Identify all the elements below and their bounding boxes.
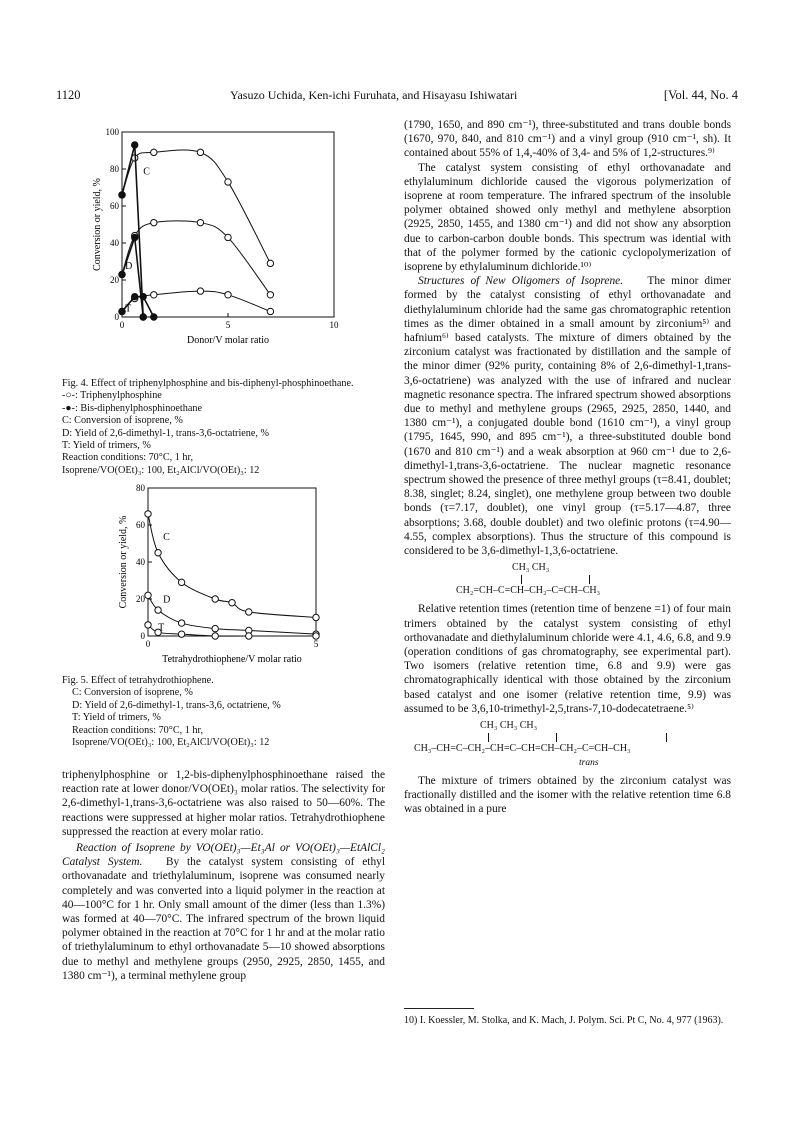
y-tick-label: 0	[140, 631, 145, 641]
page-number: 1120	[56, 88, 81, 102]
left-paragraph-2	[62, 841, 385, 983]
x-tick-label: 5	[313, 639, 319, 649]
data-point-C	[132, 142, 138, 148]
y-tick-label: 80	[136, 483, 145, 493]
authors: Yasuzo Uchida, Ken-ichi Furuhata, and Hisayasu Ishiwatari	[230, 88, 518, 102]
fig4-caption-cond: Reaction conditions: 70°C, 1 hr,	[62, 452, 193, 464]
fig4-caption-ratio: Isoprene/VO(OEt)₃: 100, Et₂AlCl/VO(OEt)₃: 12	[62, 464, 260, 476]
series-line-T	[148, 625, 316, 636]
footnote-rule	[404, 1008, 474, 1009]
running-header	[56, 88, 738, 104]
left-column-text	[62, 768, 385, 983]
chem-trimer-bond-2	[556, 733, 557, 742]
y-tick-label: 60	[110, 201, 119, 211]
chem-dimer-methyls: CH₃ CH₃	[512, 562, 550, 574]
fig5-caption-d: D: Yield of 2,6-dimethyl-1, trans-3,6, octatriene, %	[72, 699, 281, 711]
fig5-caption-title: Fig. 5. Effect of tetrahydrothiophene.	[62, 675, 214, 686]
fig4-caption-title: Fig. 4. Effect of triphenylphosphine and bis-diphenyl-phosphinoethane.	[62, 378, 354, 389]
curve-label-C: C	[143, 166, 150, 178]
data-point-T	[197, 288, 203, 294]
data-point-D	[145, 592, 151, 598]
right-column-text	[404, 118, 731, 817]
data-point-D	[212, 625, 218, 631]
y-tick-label: 20	[136, 594, 145, 604]
curve-label-T: T	[125, 303, 132, 315]
x-tick-label: 0	[145, 639, 151, 649]
x-axis-label: Tetrahydrothiophene/V molar ratio	[162, 654, 302, 665]
data-point-T	[246, 633, 252, 639]
data-point-D	[225, 234, 231, 240]
right-paragraph-3-body: The minor dimer formed by the catalyst consisting of ethyl orthovanadate and diethylaluminum chloride had the same gas chromatographic retention times as the dimer obtained in a small amount by zirconium⁵⁾ and hafnium⁶⁾ based catalysts. The mixture of dimers obtained by the zirconium catalyst was fractionated by distillation and the sample of the minor dimer (92% purity, containing 8% of 2,6-dimethyl-1,trans-3,6-octatriene) was analyzed with the use of infrared and nuclear magnetic resonance spectra. The infrared spectrum showed absorptions due to methyl and methylene groups (2965, 2925, 2850, 1440, and 1380 cm⁻¹), a conjugated double bond (1610 cm⁻¹), a vinyl group (1795, 1645, 990, and 895 cm⁻¹), a three-substituted double bond (1670 and 810 cm⁻¹) and a weak absorption at 960 cm⁻¹ due to 2,6-dimethyl-1,trans-3,6-octatriene. The nuclear magnetic resonance spectrum showed the presence of three methyl groups (τ=8.41, doublet; 8.38, singlet; 8.24, singlet), one methylene group between two double bonds (τ=7.17, doublet), one vinyl group (τ=5.17—4.87, three absorptions; 3.68, double doublet) and two olefinic protons (τ=4.90—4.55, complex absorptions). Thus the structure of this compound is considered to be 3,6-dimethyl-1,3,6-octatriene.	[404, 275, 731, 558]
data-point-C	[178, 579, 184, 585]
x-tick-label: 0	[119, 320, 125, 330]
section-heading-catalyst: Reaction of Isoprene by VO(OEt)₃—Et₃Al or VO(OEt)₃—EtAlCl₂ Catalyst System.	[62, 842, 385, 869]
data-point-C	[197, 149, 203, 155]
fig5-caption-ratio: Isoprene/VO(OEt)₃: 100, Et₂AlCl/VO(OEt)₃: 12	[72, 737, 270, 749]
x-axis-label: Donor/V molar ratio	[186, 335, 270, 346]
chem-trimer-trans-label: trans	[579, 757, 599, 768]
right-paragraph-4: Relative retention times (retention time of benzene =1) of four main trimers obtained by the catalyst system consisting of ethyl orthovanadate and diethylaluminum chloride were 4.1, 4.6, 6.8, and 9.9 (operation conditions of gas chromatography, see experimental part). Two isomers (relative retention time, 6.8 and 9.9) were gas chromatographically identical with those obtained by the zirconium based catalyst and one isomer (relative retention time, 9.9) was assumed to be 3,6,10-trimethyl-2,5,trans-7,10-dodecatetraene.⁵⁾	[404, 603, 731, 715]
left-paragraph-2-body: By the catalyst system consisting of ethyl orthovanadate and triethylaluminum, isoprene was consumed nearly completely and was converted into a liquid polymer in the reaction at 40—100°C for 1 hr. Only small amount of the dimer (less than 1.3%) was formed at 40—70°C. The infrared spectrum of the brown liquid polymer obtained in the reaction at 70°C for 1 hr and at the molar ratio of triethylaluminum to ethyl orthovanadate 5—10 showed absorptions due to methyl and methylene groups (2950, 2925, 2850, 1455, and 1380 cm⁻¹), a terminal methylene group	[62, 856, 386, 982]
data-point-D	[132, 234, 138, 240]
fig4-caption-d: D: Yield of 2,6-dimethyl-1, trans-3,6-octatriene, %	[62, 427, 269, 439]
y-axis-label: Conversion or yield, %	[118, 515, 129, 609]
chem-dimer-bond-2	[589, 575, 590, 584]
chem-trimer-formula: CH₃–CH=C–CH₂–CH=C–CH=CH–CH₂–C=CH–CH₃	[414, 742, 631, 754]
data-point-T	[225, 292, 231, 298]
data-point-T	[267, 308, 273, 314]
y-tick-label: 60	[136, 520, 145, 530]
data-point-T	[212, 633, 218, 639]
curve-label-D: D	[125, 260, 133, 272]
data-point-C	[155, 550, 161, 556]
fig5-caption-c: C: Conversion of isoprene, %	[72, 687, 193, 699]
data-point-D	[155, 607, 161, 613]
chem-trimer-bond-3	[666, 733, 667, 742]
fig4-legend-filled: -●-: Bis-diphenylphosphinoethane	[62, 402, 202, 414]
fig4-caption-c: C: Conversion of isoprene, %	[62, 415, 183, 427]
chem-trimer-bond-1	[488, 733, 489, 742]
curve-label-D: D	[163, 594, 171, 606]
right-paragraph-5: The mixture of trimers obtained by the zirconium catalyst was fractionally distilled and the isomer with the relative retention time 6.8 was obtained in a pure	[404, 774, 731, 816]
data-point-C	[225, 179, 231, 185]
chem-dimer-formula: CH₂=CH–C=CH–CH₂–C=CH–CH₃	[456, 585, 601, 597]
chem-structure-dimer	[404, 558, 731, 602]
y-tick-label: 80	[110, 164, 119, 174]
right-paragraph-3	[404, 274, 731, 558]
data-point-D	[197, 219, 203, 225]
fig4-caption-t: T: Yield of trimers, %	[62, 440, 151, 452]
left-paragraph-1: triphenylphosphine or 1,2-bis-diphenylphosphinoethane raised the reaction rate at lower donor/VO(OEt)₃ molar ratios. The selectivity for 2,6-dimethyl-1,trans-3,6-octatriene was also raised to 50—60%. The reactions were suppressed at higher molar ratios. Tetrahydrothiophene suppressed the reaction at every molar ratio.	[62, 769, 385, 838]
data-point-D	[151, 219, 157, 225]
data-point-D	[267, 292, 273, 298]
right-paragraph-2: The catalyst system consisting of ethyl orthovanadate and ethylaluminum dichloride caused the vigorous polymerization of isoprene at room temperature. The infrared spectrum of the insoluble polymer obtained showed only methyl and methylene absorption (2925, 2850, 1455, and 1380 cm⁻¹) and did not show any absorption due to carbon-carbon double bonds. This spectrum was idential with that of the polymer formed by the cationic cyclopolymerization of isoprene by ethylaluminum dichloride.¹⁰⁾	[404, 161, 731, 274]
data-point-C	[313, 614, 319, 620]
chem-structure-trimer	[404, 716, 731, 774]
chem-dimer-bond-1	[521, 575, 522, 584]
y-tick-label: 40	[110, 238, 119, 248]
chem-trimer-methyls: CH₃ CH₃ CH₃	[480, 719, 538, 731]
data-point-D	[119, 271, 125, 277]
fig5-caption-t: T: Yield of trimers, %	[72, 712, 161, 724]
series-line-D	[122, 221, 270, 295]
data-point-D	[140, 314, 146, 320]
x-tick-label: 10	[329, 320, 339, 330]
fig5-caption-cond: Reaction conditions: 70°C, 1 hr,	[72, 724, 203, 736]
data-point-D	[178, 620, 184, 626]
data-point-C	[119, 192, 125, 198]
y-tick-label: 40	[136, 557, 145, 567]
data-point-C	[151, 149, 157, 155]
y-tick-label: 0	[114, 312, 119, 322]
data-point-T	[151, 314, 157, 320]
section-heading-oligomers: Structures of New Oligomers of Isoprene.	[418, 275, 624, 288]
data-point-C	[145, 511, 151, 517]
figure-4-chart	[86, 122, 356, 352]
y-tick-label: 100	[105, 127, 119, 137]
data-point-T	[132, 293, 138, 299]
figure-4-caption	[62, 378, 382, 477]
data-point-C	[229, 600, 235, 606]
footnote: 10) I. Koessler, M. Stolka, and K. Mach, J. Polym. Sci. Pt C, No. 4, 977 (1963).	[404, 1015, 724, 1026]
y-tick-label: 20	[110, 275, 119, 285]
data-point-T	[140, 293, 146, 299]
data-point-C	[212, 596, 218, 602]
figure-5-chart	[108, 480, 338, 672]
data-point-T	[178, 631, 184, 637]
data-point-T	[313, 633, 319, 639]
plot-frame	[148, 488, 316, 636]
volume-info: [Vol. 44, No. 4	[663, 88, 738, 102]
data-point-C	[267, 260, 273, 266]
data-point-T	[151, 292, 157, 298]
x-tick-label: 5	[225, 320, 231, 330]
data-point-T	[145, 622, 151, 628]
figure-5-caption	[62, 675, 382, 749]
y-axis-label: Conversion or yield, %	[92, 178, 103, 271]
data-point-C	[246, 609, 252, 615]
curve-label-C: C	[163, 531, 170, 543]
fig4-legend-open: -○-: Triphenylphosphine	[62, 390, 162, 402]
right-paragraph-1: (1790, 1650, and 890 cm⁻¹), three-substituted and trans double bonds (1670, 970, 840, and 810 cm⁻¹) and a vinyl group (910 cm⁻¹, sh). It contained about 55% of 1,4,-40% of 3,4- and 5% of 1,2-structures.⁹⁾	[404, 119, 731, 160]
curve-label-T: T	[158, 622, 165, 634]
